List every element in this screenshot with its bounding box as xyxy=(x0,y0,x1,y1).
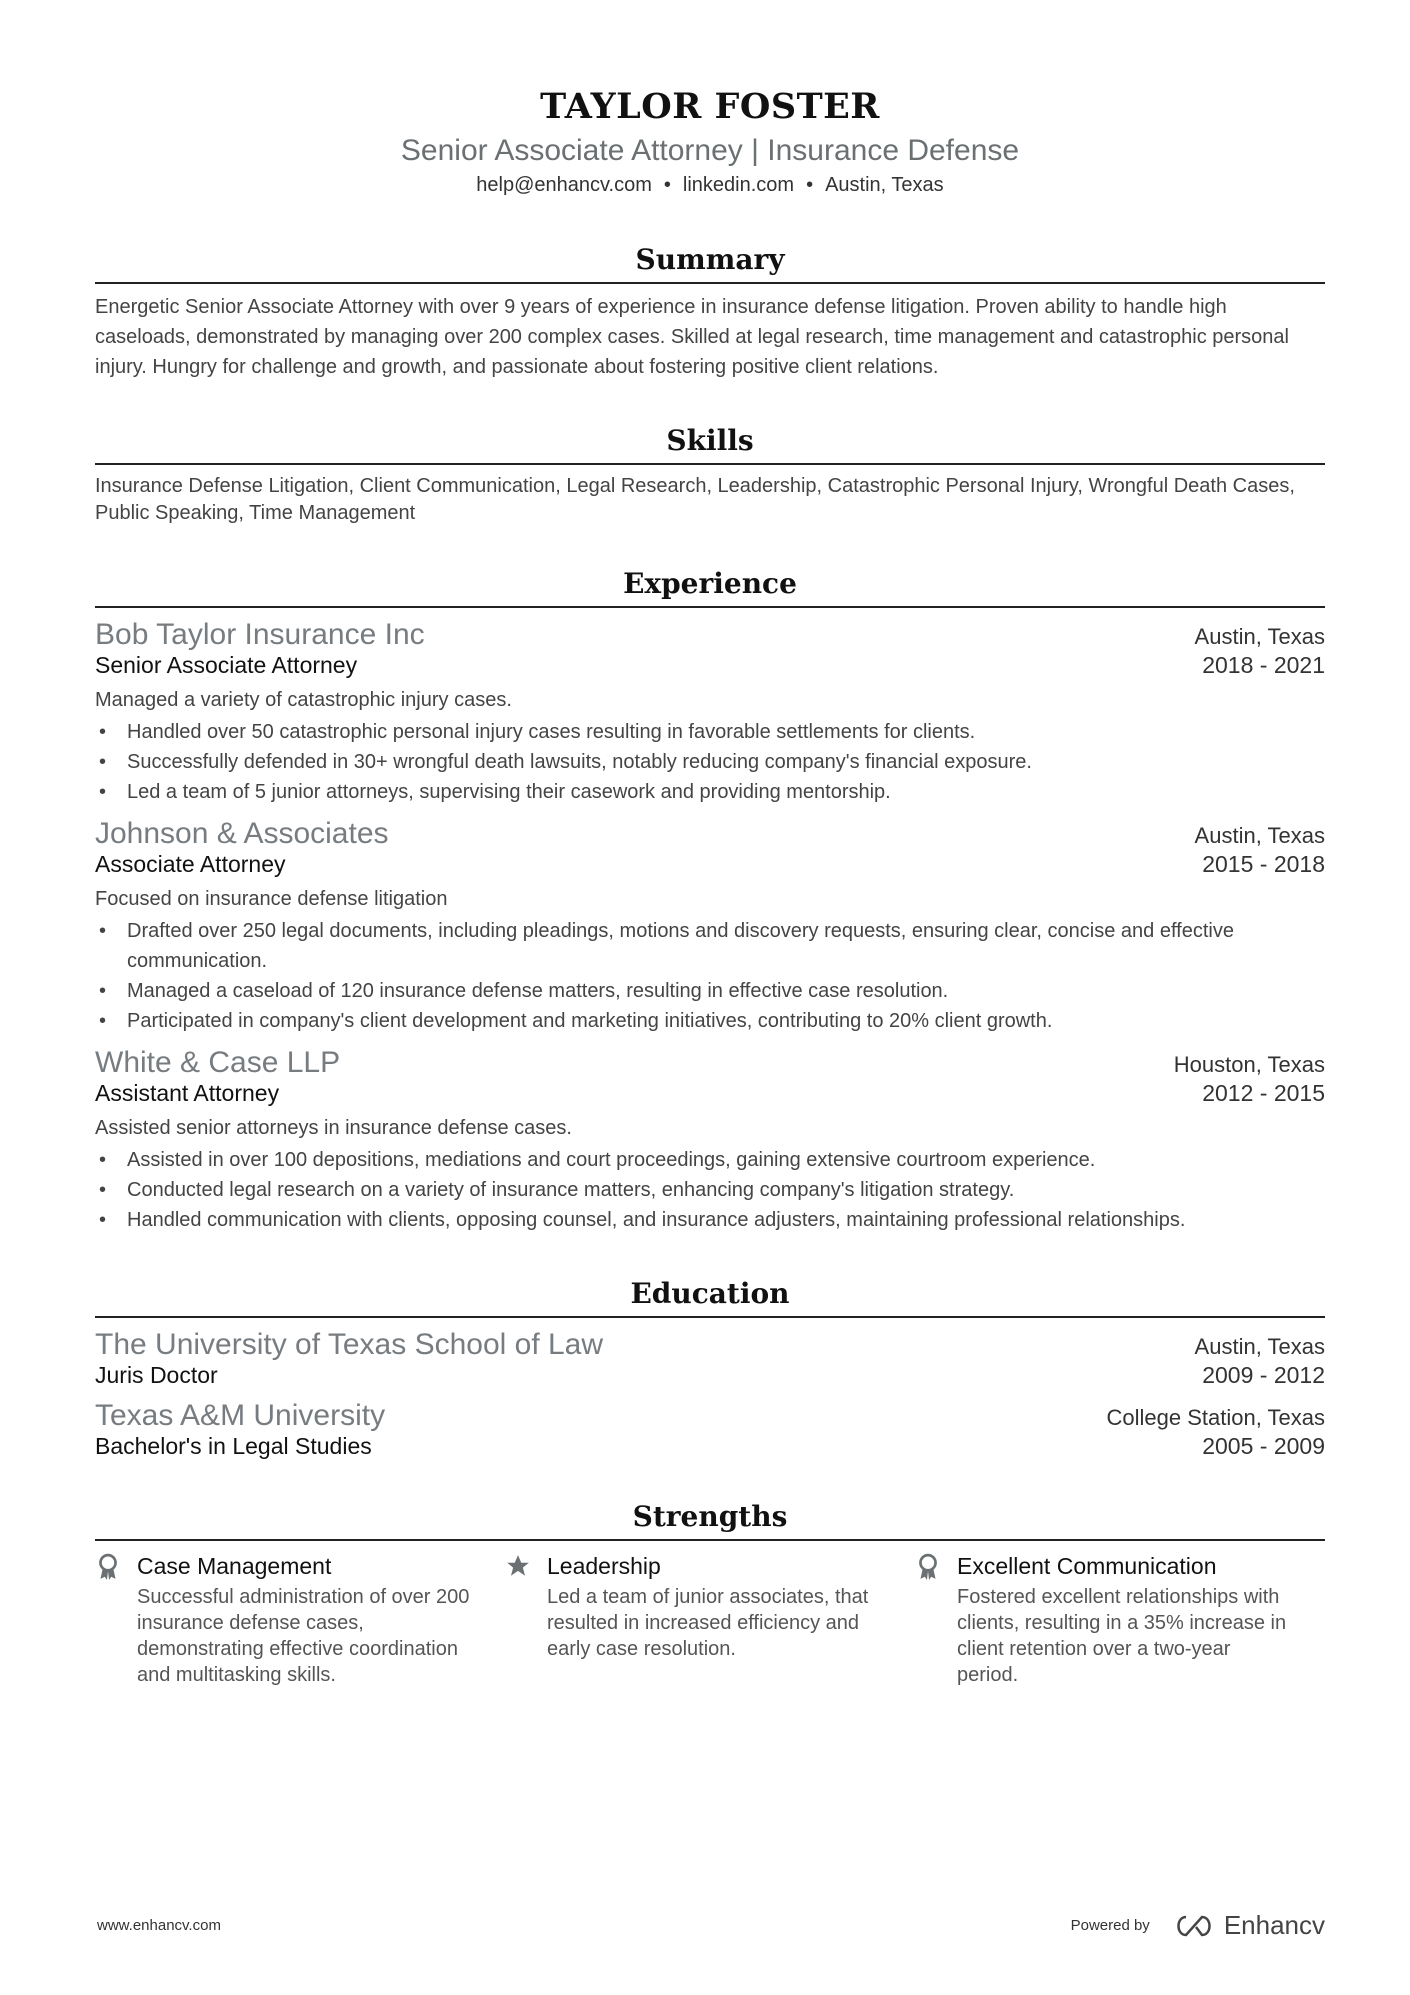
job-description: Focused on insurance defense litigation xyxy=(95,888,448,910)
strengths-list xyxy=(95,1553,1325,1688)
job-role: Assistant Attorney xyxy=(95,1080,280,1106)
school-name: The University of Texas School of Law xyxy=(95,1328,604,1361)
experience-entry xyxy=(95,618,1325,807)
website-link[interactable]: www.enhancv.com xyxy=(97,1917,221,1934)
company-name: White & Case LLP xyxy=(95,1046,341,1079)
strength-description: Fostered excellent relationships with clients, resulting in a 35% increase in client retention over a two-year period. xyxy=(957,1586,1287,1686)
award-icon xyxy=(915,1553,957,1688)
education-entry xyxy=(95,1328,1325,1389)
job-role: Associate Attorney xyxy=(95,851,286,877)
strength-title: Case Management xyxy=(137,1553,332,1579)
enhancv-logo-icon xyxy=(1172,1913,1216,1939)
summary-text: Energetic Senior Associate Attorney with over 9 years of experience in insurance defense litigation. Proven ability to handle high caseloads, demonstrated by managing over 200 complex cases. Skilled at legal research, time management and catastrophic personal injury. Hungry for challenge and growth, and passionate about fostering positive client relations. xyxy=(95,296,1289,378)
separator: • xyxy=(806,174,814,196)
school-name: Texas A&M University xyxy=(95,1399,386,1432)
job-bullets xyxy=(95,916,1325,1036)
enhancv-brand: Enhancv xyxy=(1223,1910,1325,1940)
job-role: Senior Associate Attorney xyxy=(95,652,358,678)
education-heading: Education xyxy=(95,1277,1325,1318)
strength-description: Successful administration of over 200 insurance defense cases, demonstrating effective coordination and multitasking skills. xyxy=(137,1586,470,1686)
education-list xyxy=(95,1328,1325,1460)
experience-entry xyxy=(95,817,1325,1036)
award-icon xyxy=(95,1553,137,1688)
job-dates: 2018 - 2021 xyxy=(1202,652,1325,678)
job-description: Managed a variety of catastrophic injury cases. xyxy=(95,689,512,711)
skills-text: Insurance Defense Litigation, Client Communication, Legal Research, Leadership, Catastrophic Personal Injury, Wrongful Death Cases, Public Speaking, Time Management xyxy=(95,475,1295,524)
job-bullet: • Drafted over 250 legal documents, including pleadings, motions and discovery requests, ensuring clear, concise and effective communication. xyxy=(95,916,1325,976)
email[interactable]: help@enhancv.com xyxy=(476,174,652,196)
education-entry xyxy=(95,1399,1325,1460)
experience-list xyxy=(95,618,1325,1235)
job-bullet: • Successfully defended in 30+ wrongful death lawsuits, notably reducing company's financial exposure. xyxy=(95,747,1325,777)
footer xyxy=(97,1910,1325,1941)
degree: Bachelor's in Legal Studies xyxy=(95,1433,372,1459)
job-location: Houston, Texas xyxy=(1173,1052,1325,1077)
strength-title: Leadership xyxy=(547,1553,661,1579)
strength-item xyxy=(915,1553,1325,1688)
star-icon xyxy=(505,1553,547,1688)
school-location: College Station, Texas xyxy=(1106,1405,1325,1430)
education-dates: 2005 - 2009 xyxy=(1202,1433,1325,1459)
job-dates: 2012 - 2015 xyxy=(1202,1080,1325,1106)
candidate-title: Senior Associate Attorney | Insurance Defense xyxy=(400,134,1020,167)
job-bullet: • Led a team of 5 junior attorneys, supervising their casework and providing mentorship. xyxy=(95,777,1325,807)
candidate-name: TAYLOR FOSTER xyxy=(540,86,880,127)
job-location: Austin, Texas xyxy=(1194,823,1325,848)
enhancv-logo xyxy=(1172,1910,1325,1941)
education-dates: 2009 - 2012 xyxy=(1202,1362,1325,1388)
summary-heading: Summary xyxy=(95,243,1325,284)
strength-item xyxy=(505,1553,915,1688)
strength-title: Excellent Communication xyxy=(957,1553,1217,1579)
job-bullet: • Handled communication with clients, opposing counsel, and insurance adjusters, maintaining professional relationships. xyxy=(95,1205,1325,1235)
strength-item xyxy=(95,1553,505,1688)
job-bullet: • Managed a caseload of 120 insurance defense matters, resulting in effective case resolution. xyxy=(95,976,1325,1006)
degree: Juris Doctor xyxy=(95,1362,218,1388)
powered-by xyxy=(1071,1910,1325,1941)
strengths-heading: Strengths xyxy=(95,1500,1325,1541)
job-dates: 2015 - 2018 xyxy=(1202,851,1325,877)
job-bullets xyxy=(95,717,1325,807)
job-bullet: • Handled over 50 catastrophic personal injury cases resulting in favorable settlements for clients. xyxy=(95,717,1325,747)
job-bullets xyxy=(95,1145,1325,1235)
contact-line xyxy=(95,174,1325,197)
skills-heading: Skills xyxy=(95,424,1325,465)
strength-description: Led a team of junior associates, that resulted in increased efficiency and early case resolution. xyxy=(547,1586,869,1660)
location: Austin, Texas xyxy=(825,174,944,196)
experience-heading: Experience xyxy=(95,567,1325,608)
linkedin[interactable]: linkedin.com xyxy=(682,174,795,196)
experience-entry xyxy=(95,1046,1325,1235)
powered-by-label: Powered by xyxy=(1070,1917,1150,1934)
job-description: Assisted senior attorneys in insurance defense cases. xyxy=(95,1117,572,1139)
job-bullet: • Assisted in over 100 depositions, mediations and court proceedings, gaining extensive courtroom experience. xyxy=(95,1145,1325,1175)
company-name: Johnson & Associates xyxy=(95,817,389,850)
resume xyxy=(95,86,1325,1688)
school-location: Austin, Texas xyxy=(1194,1334,1325,1359)
company-name: Bob Taylor Insurance Inc xyxy=(95,618,425,651)
job-bullet: • Conducted legal research on a variety of insurance matters, enhancing company's litigation strategy. xyxy=(95,1175,1325,1205)
job-bullet: • Participated in company's client development and marketing initiatives, contributing to 20% client growth. xyxy=(95,1006,1325,1036)
job-location: Austin, Texas xyxy=(1194,624,1325,649)
separator: • xyxy=(663,174,671,196)
